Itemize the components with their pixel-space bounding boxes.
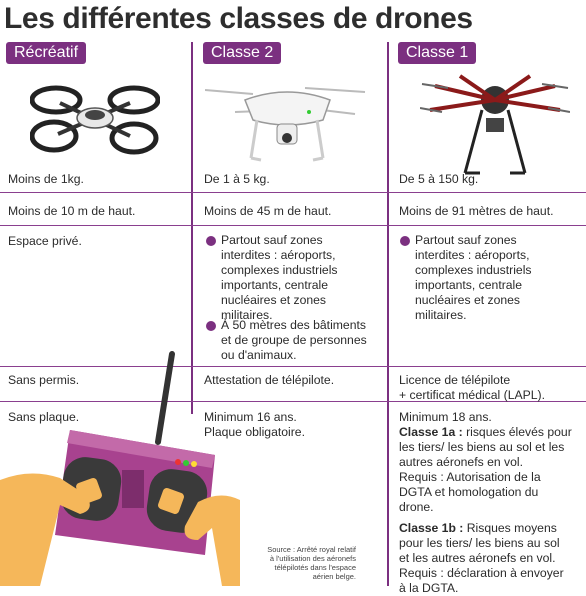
plate-classe-1: Minimum 18 ans. Classe 1a : risques élevés pour les tiers/ les biens au sol et les autres aéronefs en vol. Requis : Autorisation de la DGTA et homologation du drone. Classe 1b : Risques moyens pour les tiers/ les biens au sol et les autres aéronefs en vol. Requis : déclaration à envoyer à la DGTA. [399,410,572,595]
quadcopter-recreational-image [30,78,160,160]
row-divider [0,192,586,193]
bullet-icon [206,236,216,246]
bullet-icon [206,321,216,331]
quadcopter-class2-image [205,80,370,170]
zone-classe-1-item-1: Partout sauf zones interdites : aéroports, complexes industriels importants, centrale nucléaires et zones militaires. [415,233,532,322]
zone-recreatif: Espace privé. [8,234,82,248]
row-divider [0,225,586,226]
plate-recreatif: Sans plaque. [8,410,80,424]
weight-recreatif: Moins de 1kg. [8,172,84,186]
height-classe-1: Moins de 91 mètres de haut. [399,204,554,218]
height-recreatif: Moins de 10 m de haut. [8,204,136,218]
permit-classe-1: Licence de télépilote + certificat médical (LAPL). [399,373,545,402]
permit-classe-2: Attestation de télépilote. [204,373,335,387]
column-divider [387,42,389,586]
height-classe-2: Moins de 45 m de haut. [204,204,332,218]
class-1b-label: Classe 1b : [399,521,464,535]
bullet-icon [400,236,410,246]
zone-classe-2-item-1: Partout sauf zones interdites : aéroports, complexes industriels importants, centrale nucléaires et zones militaires. [221,233,338,322]
tag-recreatif: Récréatif [6,42,86,64]
plate-classe-2: Minimum 16 ans. Plaque obligatoire. [204,410,305,439]
octocopter-class1-image [420,68,570,183]
tag-classe-1: Classe 1 [398,42,476,64]
weight-classe-1: De 5 à 150 kg. [399,172,479,186]
remote-controller-illustration [0,350,240,586]
weight-classe-2: De 1 à 5 kg. [204,172,270,186]
source-note: Source : Arrêté royal relatif à l'utilisation des aéronefs télépilotés dans l'espace aérien belge. [267,545,356,581]
permit-recreatif: Sans permis. [8,373,80,387]
page-title: Les différentes classes de drones [4,2,473,35]
zone-classe-2-item-2: À 50 mètres des bâtiments et de groupe de personnes ou d'animaux. [221,318,367,362]
class-1a-label: Classe 1a : [399,425,463,439]
tag-classe-2: Classe 2 [203,42,281,64]
